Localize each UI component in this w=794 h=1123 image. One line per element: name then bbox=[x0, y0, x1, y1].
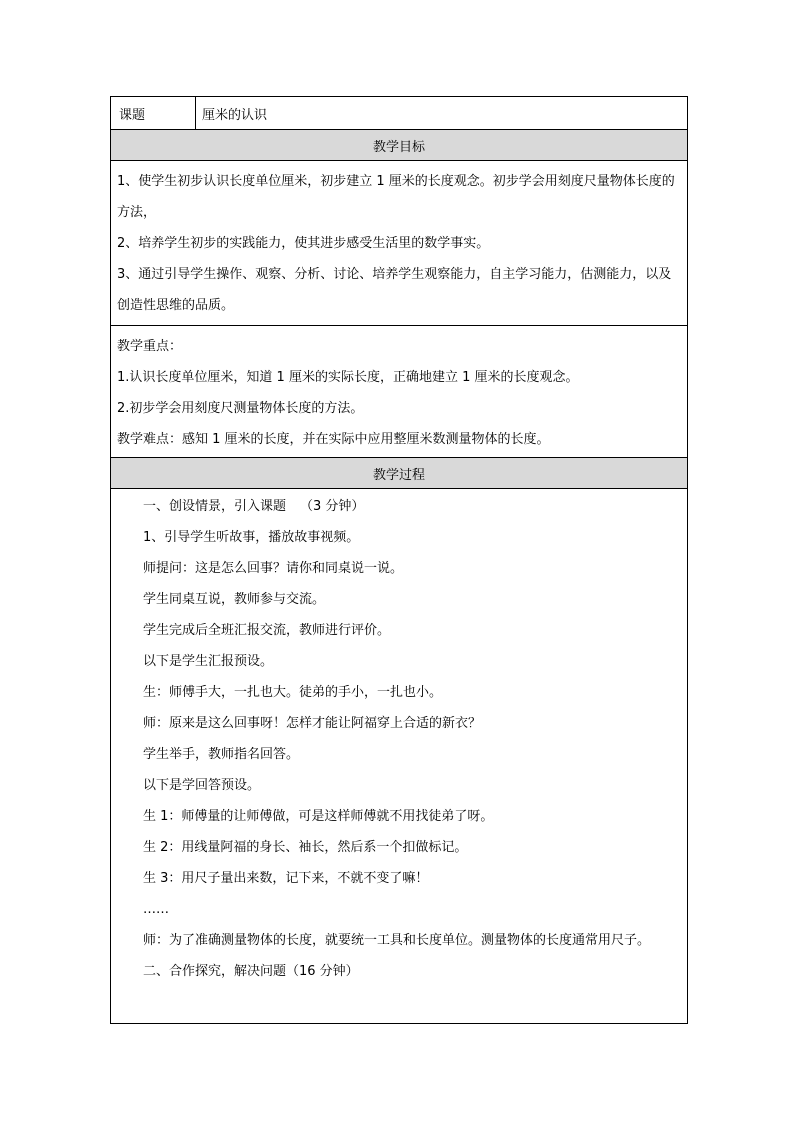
process-line: 学生完成后全班汇报交流，教师进行评价。 bbox=[143, 623, 391, 638]
process-heading: 教学过程 bbox=[111, 458, 688, 489]
section-2-heading: 二、合作探究，解决问题（16 分钟） bbox=[143, 964, 359, 979]
topic-label: 课题 bbox=[111, 97, 196, 130]
process-line: 以下是学回答预设。 bbox=[143, 778, 261, 793]
key-points-row bbox=[111, 326, 688, 458]
process-row bbox=[111, 489, 688, 1024]
topic-row bbox=[111, 97, 688, 130]
process-cell bbox=[111, 489, 688, 1024]
process-line: 师：原来是这么回事呀！怎样才能让阿福穿上合适的新衣？ bbox=[143, 716, 482, 731]
goals-heading-row bbox=[111, 130, 688, 161]
process-heading-row bbox=[111, 458, 688, 489]
process-line: 生：师傅手大，一扎也大。徒弟的手小，一扎也小。 bbox=[143, 685, 443, 700]
process-line: 生 1：师傅量的让师傅做，可是这样师傅就不用找徒弟了呀。 bbox=[143, 809, 494, 824]
goals-row bbox=[111, 161, 688, 326]
goals-heading: 教学目标 bbox=[111, 130, 688, 161]
difficulty-point: 教学难点：感知 1 厘米的长度，并在实际中应用整厘米数测量物体的长度。 bbox=[117, 432, 550, 447]
section-1-title: 一、创设情景，引入课题 bbox=[143, 499, 287, 514]
process-line: 师提问：这是怎么回事？请你和同桌说一说。 bbox=[143, 561, 404, 576]
key-points-cell bbox=[111, 326, 688, 458]
process-line: 生 3：用尺子量出来数，记下来，不就不变了嘛！ bbox=[143, 871, 429, 886]
goals-cell bbox=[111, 161, 688, 326]
key-points-title: 教学重点： bbox=[117, 339, 183, 354]
key-point-1: 1.认识长度单位厘米，知道 1 厘米的实际长度，正确地建立 1 厘米的长度观念。 bbox=[117, 370, 579, 385]
process-line: 学生举手，教师指名回答。 bbox=[143, 747, 300, 762]
process-line: …… bbox=[143, 902, 169, 917]
key-point-2: 2.初步学会用刻度尺测量物体长度的方法。 bbox=[117, 401, 364, 416]
process-line: 生 2：用线量阿福的身长、袖长，然后系一个扣做标记。 bbox=[143, 840, 468, 855]
section-1-time: （3 分钟） bbox=[300, 499, 365, 514]
lesson-plan-table bbox=[110, 96, 688, 1024]
process-line: 师：为了准确测量物体的长度，就要统一工具和长度单位。测量物体的长度通常用尺子。 bbox=[143, 933, 651, 948]
process-line: 学生同桌互说，教师参与交流。 bbox=[143, 592, 326, 607]
process-line: 1、引导学生听故事，播放故事视频。 bbox=[143, 530, 360, 545]
process-line: 以下是学生汇报预设。 bbox=[143, 654, 274, 669]
section-1-heading bbox=[111, 491, 687, 522]
topic-value: 厘米的认识 bbox=[196, 97, 688, 130]
goal-item-2: 2、培养学生初步的实践能力，使其进步感受生活里的数学事实。 bbox=[117, 236, 490, 251]
goal-item-1: 1、使学生初步认识长度单位厘米，初步建立 1 厘米的长度观念。初步学会用刻度尺量物体长度的方法， bbox=[117, 174, 675, 220]
goal-item-3: 3、通过引导学生操作、观察、分析、讨论、培养学生观察能力，自主学习能力，估测能力，以及创造性思维的品质。 bbox=[117, 267, 672, 313]
